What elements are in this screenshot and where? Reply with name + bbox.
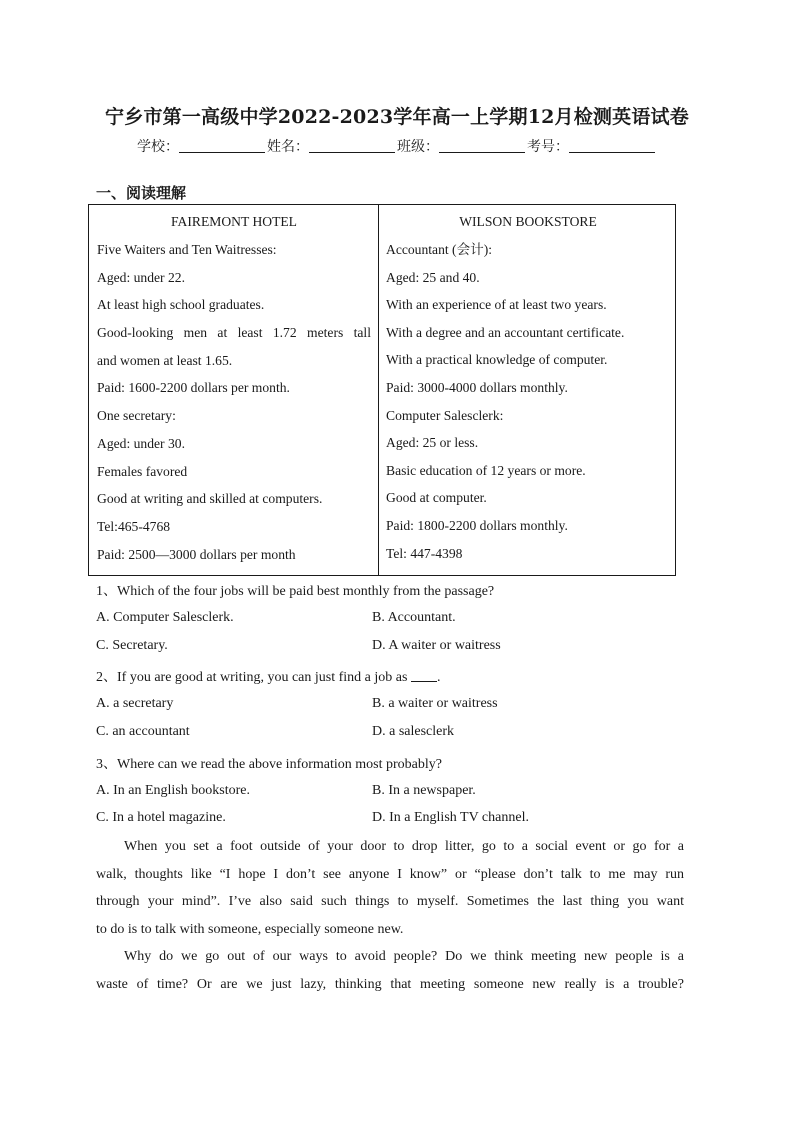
ad-line: Aged: 25 or less. [386, 435, 479, 451]
hotel-ad-column [97, 205, 371, 568]
name-field[interactable] [309, 138, 395, 153]
question-3-option-b[interactable]: B. In a newspaper. [372, 783, 476, 798]
section-title: 一、阅读理解 [96, 184, 187, 202]
ad-line: Computer Salesclerk: [386, 407, 504, 423]
question-2-option-d[interactable]: D. a salesclerk [372, 724, 455, 739]
question-2-stem-text: 2、If you are good at writing, you can just find a job as [96, 670, 411, 685]
number-field[interactable] [569, 138, 655, 153]
ad-line: Paid: 1800-2200 dollars monthly. [386, 517, 568, 533]
class-field[interactable] [439, 138, 525, 153]
question-1-option-c[interactable]: C. Secretary. [96, 638, 168, 653]
ad-line: Aged: under 30. [97, 435, 185, 451]
question-3-stem: 3、Where can we read the above information most probably? [96, 757, 442, 772]
answer-blank [411, 669, 437, 682]
exam-title: 宁乡市第一高级中学2022-2023学年高一上学期12月检测英语试卷 [105, 106, 689, 128]
ad-line: Five Waiters and Ten Waitresses: [97, 242, 277, 257]
ad-line: Paid: 1600-2200 dollars per month. [97, 380, 290, 396]
ad-line: Paid: 2500—3000 dollars per month [97, 546, 296, 562]
reading-passage [96, 833, 684, 999]
ad-line: With a degree and an accountant certificate. [386, 324, 625, 340]
name-label: 姓名： [267, 139, 309, 155]
question-1-option-b[interactable]: B. Accountant. [372, 610, 456, 625]
job-ads-table [88, 204, 676, 576]
question-3-option-c[interactable]: C. In a hotel magazine. [96, 810, 226, 825]
ad-line: Paid: 3000-4000 dollars monthly. [386, 379, 568, 395]
question-3-option-d[interactable]: D. In a English TV channel. [372, 810, 529, 825]
ad-line: Tel:465-4768 [97, 518, 171, 534]
passage-line: Why do we go out of our ways to avoid people? Do we think meeting new people is a [124, 949, 684, 965]
question-1-option-d[interactable]: D. A waiter or waitress [372, 638, 501, 653]
student-info-row [0, 136, 794, 156]
question-3-option-a[interactable]: A. In an English bookstore. [96, 783, 250, 798]
ad-line: With a practical knowledge of computer. [386, 352, 608, 368]
passage-line: waste of time? Or are we just lazy, thinking that meeting someone new really is a trouble? [96, 976, 684, 992]
school-label: 学校： [137, 139, 179, 155]
ad-line: Good at writing and skilled at computers. [97, 491, 323, 507]
question-2-option-b[interactable]: B. a waiter or waitress [372, 696, 498, 711]
passage-line: to do is to talk with someone, especially someone new. [96, 921, 404, 937]
question-2-stem [96, 666, 440, 686]
bookstore-ad-column [386, 205, 670, 567]
bookstore-ad-heading: WILSON BOOKSTORE [459, 214, 597, 229]
hotel-ad-heading: FAIREMONT HOTEL [171, 214, 297, 229]
passage-line: through your mind”. I’ve also said such things to myself. Sometimes the last thing you want [96, 894, 684, 910]
question-2-stem-end: . [436, 670, 441, 685]
ad-line: Tel: 447-4398 [386, 545, 463, 561]
passage-line: walk, thoughts like “I hope I don’t see anyone I know” or “please don’t talk to me may run [96, 866, 684, 882]
ad-line: Accountant (会计): [386, 242, 493, 257]
question-2-option-a[interactable]: A. a secretary [96, 696, 174, 711]
ad-line: With an experience of at least two years. [386, 297, 607, 313]
number-label: 考号： [527, 139, 569, 155]
ad-line: Good at computer. [386, 490, 487, 506]
ad-line: Good-looking men at least 1.72 meters tall [97, 325, 371, 341]
ad-line: Aged: 25 and 40. [386, 269, 480, 285]
passage-line: When you set a foot outside of your door to drop litter, go to a social event or go for a [124, 839, 684, 854]
ad-line: One secretary: [97, 408, 176, 424]
question-2-option-c[interactable]: C. an accountant [96, 724, 190, 739]
ad-line: and women at least 1.65. [97, 352, 233, 368]
ad-line: Basic education of 12 years or more. [386, 462, 586, 478]
school-field[interactable] [179, 138, 265, 153]
question-1-option-a[interactable]: A. Computer Salesclerk. [96, 610, 234, 625]
ad-line: At least high school graduates. [97, 297, 265, 313]
question-1-stem: 1、Which of the four jobs will be paid best monthly from the passage? [96, 584, 495, 599]
ad-line: Females favored [97, 463, 188, 479]
ad-line: Aged: under 22. [97, 269, 185, 285]
class-label: 班级： [397, 139, 439, 155]
table-divider [378, 205, 379, 575]
